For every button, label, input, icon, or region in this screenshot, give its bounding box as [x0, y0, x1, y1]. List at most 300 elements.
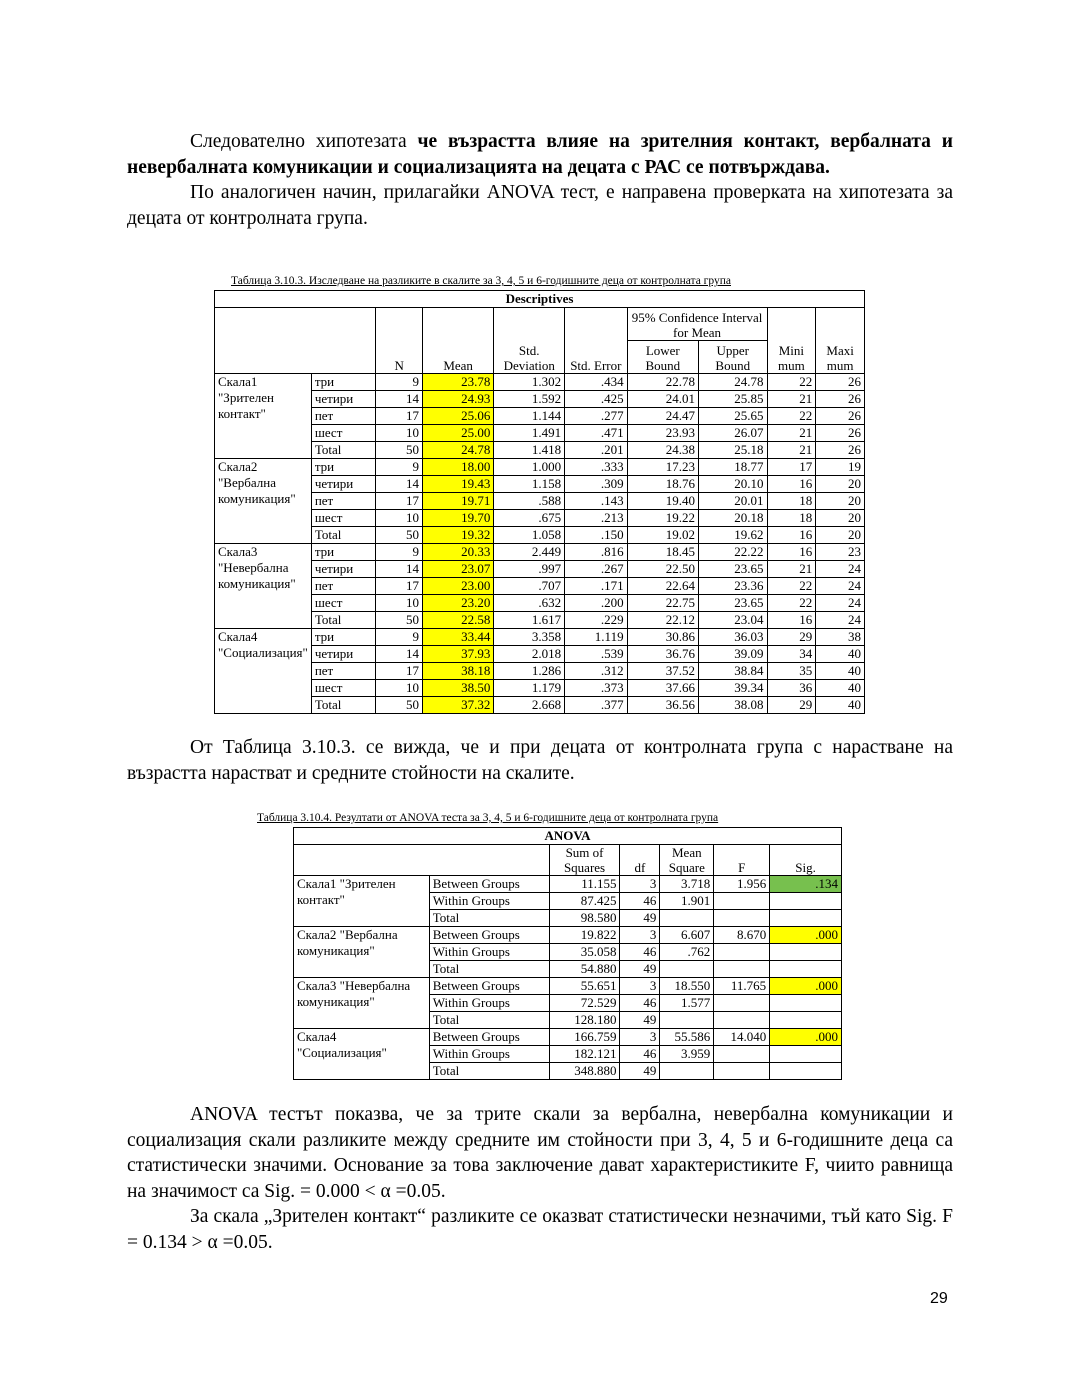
age-group-cell: Total [311, 612, 376, 629]
value-cell: 23.78 [422, 374, 493, 391]
table-row [215, 493, 865, 510]
value-cell: .997 [494, 561, 565, 578]
value-cell: 18 [767, 493, 816, 510]
table1-caption: Таблица 3.10.3. Изследване на разликите в скалите за 3, 4, 5 и 6-годишните деца от контролната група [231, 275, 731, 287]
header-mean-square: Mean Square [660, 845, 714, 876]
value-cell [714, 944, 770, 961]
value-cell: 25.65 [699, 408, 768, 425]
anova-table [293, 827, 842, 1080]
scale-label: Скала1 "Зрителен контакт" [294, 876, 430, 927]
value-cell: 14 [376, 561, 423, 578]
value-cell: 24.78 [422, 442, 493, 459]
value-cell: 1.956 [714, 876, 770, 893]
value-cell: 30.86 [627, 629, 698, 646]
conclusion-paragraph-1: ANOVA тестът показва, че за трите скали за вербална, невербална комуникации и социализация скали разликите между средните им стойности при 3, 4, 5 и 6-годишните деца са статистически значими. Основание за това заключение дават характеристиките F, чиито равнища на значимост са Sig. = 0.000 < α =0.05. [127, 1104, 953, 1202]
age-group-cell: Total [311, 442, 376, 459]
value-cell: 25.06 [422, 408, 493, 425]
value-cell: 26 [816, 374, 865, 391]
value-cell: 50 [376, 697, 423, 714]
value-cell: 128.180 [549, 1012, 620, 1029]
value-cell: 20.01 [699, 493, 768, 510]
value-cell: .588 [494, 493, 565, 510]
table-row [215, 663, 865, 680]
value-cell: 49 [620, 961, 660, 978]
value-cell: 2.449 [494, 544, 565, 561]
value-cell: 1.491 [494, 425, 565, 442]
value-cell: 1.158 [494, 476, 565, 493]
age-group-cell: Total [311, 527, 376, 544]
source-cell: Total [429, 1012, 549, 1029]
value-cell: 1.000 [494, 459, 565, 476]
value-cell: 46 [620, 893, 660, 910]
table-row [215, 544, 865, 561]
value-cell: 3.718 [660, 876, 714, 893]
value-cell: 29 [767, 629, 816, 646]
value-cell: 38.08 [699, 697, 768, 714]
value-cell: .675 [494, 510, 565, 527]
value-cell: 22.78 [627, 374, 698, 391]
value-cell: 24 [816, 578, 865, 595]
value-cell: 22.64 [627, 578, 698, 595]
value-cell: 22.22 [699, 544, 768, 561]
value-cell: 17 [767, 459, 816, 476]
value-cell: 10 [376, 510, 423, 527]
value-cell: 29 [767, 697, 816, 714]
value-cell: 50 [376, 527, 423, 544]
intro-paragraph-2: По аналогичен начин, прилагайки ANOVA тест, е направена проверката на хипотезата за децата от контролната група. [127, 182, 953, 229]
value-cell: 3 [620, 876, 660, 893]
value-cell: .213 [565, 510, 628, 527]
value-cell: 20.33 [422, 544, 493, 561]
value-cell: 11.155 [549, 876, 620, 893]
value-cell: 22 [767, 374, 816, 391]
value-cell [770, 995, 842, 1012]
header-blank [215, 308, 376, 374]
header-confidence-interval: 95% Confidence Interval for Mean [627, 308, 767, 341]
age-group-cell: три [311, 459, 376, 476]
value-cell: .000 [770, 927, 842, 944]
value-cell: 22.58 [422, 612, 493, 629]
value-cell: .707 [494, 578, 565, 595]
mid-block [127, 735, 953, 786]
value-cell: .434 [565, 374, 628, 391]
value-cell: .201 [565, 442, 628, 459]
table-row [215, 561, 865, 578]
value-cell: 38.84 [699, 663, 768, 680]
value-cell: 19.822 [549, 927, 620, 944]
source-cell: Within Groups [429, 1046, 549, 1063]
value-cell: 10 [376, 425, 423, 442]
value-cell: 14 [376, 476, 423, 493]
value-cell: 3 [620, 1029, 660, 1046]
table-row [215, 629, 865, 646]
value-cell: 17 [376, 578, 423, 595]
value-cell [660, 1063, 714, 1080]
value-cell: 34 [767, 646, 816, 663]
age-group-cell: пет [311, 663, 376, 680]
value-cell: .000 [770, 978, 842, 995]
header-maximum: Maxi mum [816, 308, 865, 374]
value-cell: 54.880 [549, 961, 620, 978]
value-cell: 24.47 [627, 408, 698, 425]
value-cell: 1.592 [494, 391, 565, 408]
value-cell: 26 [816, 408, 865, 425]
intro-paragraph-1 [127, 129, 953, 180]
table-row [294, 876, 842, 893]
table-row [215, 374, 865, 391]
intro-block [127, 129, 953, 231]
value-cell: 36.03 [699, 629, 768, 646]
value-cell: 19.32 [422, 527, 493, 544]
table-row [294, 927, 842, 944]
value-cell: 46 [620, 995, 660, 1012]
value-cell: .309 [565, 476, 628, 493]
age-group-cell: Total [311, 697, 376, 714]
value-cell: .471 [565, 425, 628, 442]
value-cell: 23.93 [627, 425, 698, 442]
value-cell: 25.00 [422, 425, 493, 442]
value-cell: 182.121 [549, 1046, 620, 1063]
value-cell: 16 [767, 612, 816, 629]
age-group-cell: три [311, 629, 376, 646]
value-cell: 22.75 [627, 595, 698, 612]
value-cell: 23.36 [699, 578, 768, 595]
value-cell: 166.759 [549, 1029, 620, 1046]
value-cell [770, 1012, 842, 1029]
value-cell: 19.70 [422, 510, 493, 527]
value-cell: 20 [816, 527, 865, 544]
value-cell: 23.07 [422, 561, 493, 578]
source-cell: Between Groups [429, 927, 549, 944]
value-cell: 11.765 [714, 978, 770, 995]
table-row [294, 978, 842, 995]
anova-title: ANOVA [294, 828, 842, 845]
value-cell: 50 [376, 612, 423, 629]
value-cell: 24 [816, 612, 865, 629]
value-cell: 24.78 [699, 374, 768, 391]
value-cell: 49 [620, 1012, 660, 1029]
value-cell: .277 [565, 408, 628, 425]
value-cell: 26 [816, 425, 865, 442]
value-cell: 22 [767, 578, 816, 595]
value-cell: 38.18 [422, 663, 493, 680]
value-cell: 14.040 [714, 1029, 770, 1046]
value-cell: 55.651 [549, 978, 620, 995]
value-cell: 3 [620, 978, 660, 995]
value-cell: 24.93 [422, 391, 493, 408]
age-group-cell: четири [311, 561, 376, 578]
value-cell: 1.617 [494, 612, 565, 629]
value-cell: 36.56 [627, 697, 698, 714]
value-cell: 37.32 [422, 697, 493, 714]
value-cell: 9 [376, 459, 423, 476]
value-cell: 40 [816, 646, 865, 663]
scale-label: Скала4 "Социализация" [215, 629, 312, 714]
value-cell: 20 [816, 510, 865, 527]
value-cell: 23.65 [699, 595, 768, 612]
value-cell: 23.00 [422, 578, 493, 595]
header-std-deviation: Std. Deviation [494, 308, 565, 374]
table-row [215, 425, 865, 442]
table-row [215, 646, 865, 663]
value-cell: 18.45 [627, 544, 698, 561]
value-cell: 18 [767, 510, 816, 527]
value-cell: 55.586 [660, 1029, 714, 1046]
value-cell: .333 [565, 459, 628, 476]
table-row [294, 1029, 842, 1046]
source-cell: Between Groups [429, 978, 549, 995]
value-cell: 22 [767, 595, 816, 612]
value-cell: 17.23 [627, 459, 698, 476]
value-cell: 19.22 [627, 510, 698, 527]
value-cell: .200 [565, 595, 628, 612]
value-cell: 20 [816, 476, 865, 493]
value-cell: 1.119 [565, 629, 628, 646]
value-cell: .171 [565, 578, 628, 595]
value-cell: 18.77 [699, 459, 768, 476]
value-cell: 1.144 [494, 408, 565, 425]
scale-label: Скала3 "Невербална комуникация" [215, 544, 312, 629]
value-cell: 36.76 [627, 646, 698, 663]
value-cell: 17 [376, 493, 423, 510]
value-cell [714, 1063, 770, 1080]
age-group-cell: пет [311, 578, 376, 595]
value-cell: .539 [565, 646, 628, 663]
table-row [215, 408, 865, 425]
value-cell: .000 [770, 1029, 842, 1046]
value-cell: 16 [767, 476, 816, 493]
age-group-cell: шест [311, 510, 376, 527]
table-row [215, 527, 865, 544]
value-cell [770, 1063, 842, 1080]
value-cell [770, 910, 842, 927]
source-cell: Within Groups [429, 893, 549, 910]
table-row [215, 510, 865, 527]
value-cell: 49 [620, 910, 660, 927]
value-cell: 8.670 [714, 927, 770, 944]
value-cell [770, 1046, 842, 1063]
value-cell: 1.577 [660, 995, 714, 1012]
value-cell: .143 [565, 493, 628, 510]
table-row [215, 391, 865, 408]
age-group-cell: четири [311, 391, 376, 408]
value-cell: 1.302 [494, 374, 565, 391]
value-cell: 50 [376, 442, 423, 459]
value-cell [714, 995, 770, 1012]
age-group-cell: пет [311, 493, 376, 510]
value-cell: .267 [565, 561, 628, 578]
value-cell: 26.07 [699, 425, 768, 442]
value-cell: 9 [376, 544, 423, 561]
age-group-cell: шест [311, 595, 376, 612]
value-cell [770, 893, 842, 910]
anova-header-blank [294, 845, 550, 876]
value-cell: 87.425 [549, 893, 620, 910]
value-cell: 1.286 [494, 663, 565, 680]
value-cell: 24 [816, 595, 865, 612]
value-cell: 9 [376, 629, 423, 646]
value-cell: 18.00 [422, 459, 493, 476]
source-cell: Within Groups [429, 944, 549, 961]
age-group-cell: пет [311, 408, 376, 425]
value-cell: 17 [376, 408, 423, 425]
value-cell: .377 [565, 697, 628, 714]
value-cell: 36 [767, 680, 816, 697]
value-cell: .762 [660, 944, 714, 961]
value-cell: 25.85 [699, 391, 768, 408]
header-lower-bound: Lower Bound [627, 341, 698, 374]
value-cell [770, 961, 842, 978]
header-sum-of-squares: Sum of Squares [549, 845, 620, 876]
value-cell: 33.44 [422, 629, 493, 646]
value-cell: 16 [767, 527, 816, 544]
value-cell: 2.668 [494, 697, 565, 714]
value-cell: 37.66 [627, 680, 698, 697]
source-cell: Total [429, 910, 549, 927]
header-sig: Sig. [770, 845, 842, 876]
value-cell: 40 [816, 697, 865, 714]
value-cell: 37.52 [627, 663, 698, 680]
value-cell: 98.580 [549, 910, 620, 927]
source-cell: Total [429, 1063, 549, 1080]
descriptives-table [214, 290, 865, 714]
value-cell: 22 [767, 408, 816, 425]
value-cell [714, 1012, 770, 1029]
header-minimum: Mini mum [767, 308, 816, 374]
value-cell [660, 961, 714, 978]
age-group-cell: четири [311, 646, 376, 663]
value-cell: 46 [620, 1046, 660, 1063]
value-cell: .816 [565, 544, 628, 561]
value-cell: 23.65 [699, 561, 768, 578]
mid-paragraph: От Таблица 3.10.3. се вижда, че и при децата от контролната група с нарастване на възрастта нарастват и средните стойности на скалите. [127, 737, 953, 784]
source-cell: Between Groups [429, 876, 549, 893]
value-cell: 26 [816, 391, 865, 408]
value-cell: 40 [816, 680, 865, 697]
value-cell: 18.550 [660, 978, 714, 995]
value-cell: 3 [620, 927, 660, 944]
value-cell: 72.529 [549, 995, 620, 1012]
value-cell: 24.38 [627, 442, 698, 459]
value-cell: 10 [376, 680, 423, 697]
value-cell: 19.71 [422, 493, 493, 510]
value-cell: 38 [816, 629, 865, 646]
conclusion-block [127, 1102, 953, 1255]
value-cell: 21 [767, 425, 816, 442]
value-cell: .312 [565, 663, 628, 680]
table-row [215, 578, 865, 595]
value-cell: 40 [816, 663, 865, 680]
value-cell: 1.901 [660, 893, 714, 910]
value-cell: 24 [816, 561, 865, 578]
value-cell: 21 [767, 561, 816, 578]
value-cell: 348.880 [549, 1063, 620, 1080]
value-cell: 3.358 [494, 629, 565, 646]
value-cell: .373 [565, 680, 628, 697]
value-cell [714, 910, 770, 927]
value-cell: 21 [767, 442, 816, 459]
table-row [215, 697, 865, 714]
value-cell [660, 910, 714, 927]
value-cell: 38.50 [422, 680, 493, 697]
value-cell: 1.058 [494, 527, 565, 544]
header-n: N [376, 308, 423, 374]
table-row [215, 680, 865, 697]
age-group-cell: три [311, 374, 376, 391]
value-cell [714, 1046, 770, 1063]
table-row [215, 459, 865, 476]
value-cell: 9 [376, 374, 423, 391]
value-cell: 19.43 [422, 476, 493, 493]
header-f: F [714, 845, 770, 876]
scale-label: Скала2 "Вербална комуникация" [294, 927, 430, 978]
value-cell [714, 961, 770, 978]
value-cell [770, 944, 842, 961]
age-group-cell: шест [311, 680, 376, 697]
value-cell: 24.01 [627, 391, 698, 408]
value-cell: 25.18 [699, 442, 768, 459]
value-cell: 3.959 [660, 1046, 714, 1063]
value-cell: 26 [816, 442, 865, 459]
value-cell: 20.18 [699, 510, 768, 527]
value-cell: 23 [816, 544, 865, 561]
value-cell: 39.34 [699, 680, 768, 697]
value-cell: 46 [620, 944, 660, 961]
scale-label: Скала1 "Зрителен контакт" [215, 374, 312, 459]
value-cell: 18.76 [627, 476, 698, 493]
source-cell: Total [429, 961, 549, 978]
value-cell: .150 [565, 527, 628, 544]
age-group-cell: три [311, 544, 376, 561]
value-cell: .229 [565, 612, 628, 629]
intro-bold-text: че възрастта влияе на зрителния контакт, вербалната и невербалната комуникации и социализацията на децата с РАС се потвърждава. [127, 131, 953, 178]
table-row [215, 476, 865, 493]
age-group-cell: четири [311, 476, 376, 493]
value-cell: 21 [767, 391, 816, 408]
conclusion-paragraph-2: За скала „Зрителен контакт“ разликите се оказват статистически незначими, тъй като Sig. F = 0.134 > α =0.05. [127, 1206, 953, 1253]
value-cell: 2.018 [494, 646, 565, 663]
value-cell: 10 [376, 595, 423, 612]
header-upper-bound: Upper Bound [699, 341, 768, 374]
value-cell: 23.20 [422, 595, 493, 612]
value-cell: 20 [816, 493, 865, 510]
value-cell: 22.50 [627, 561, 698, 578]
value-cell: 37.93 [422, 646, 493, 663]
value-cell: 19 [816, 459, 865, 476]
value-cell: 49 [620, 1063, 660, 1080]
value-cell: 35 [767, 663, 816, 680]
value-cell: 22.12 [627, 612, 698, 629]
table-row [215, 442, 865, 459]
value-cell: .134 [770, 876, 842, 893]
descriptives-title: Descriptives [215, 291, 865, 308]
value-cell: .425 [565, 391, 628, 408]
value-cell: 20.10 [699, 476, 768, 493]
source-cell: Within Groups [429, 995, 549, 1012]
value-cell [714, 893, 770, 910]
header-df: df [620, 845, 660, 876]
value-cell: 1.179 [494, 680, 565, 697]
source-cell: Between Groups [429, 1029, 549, 1046]
value-cell: 35.058 [549, 944, 620, 961]
value-cell: 17 [376, 663, 423, 680]
scale-label: Скала3 "Невербална комуникация" [294, 978, 430, 1029]
header-mean: Mean [422, 308, 493, 374]
intro-lead-text: Следователно хипотезата [190, 131, 418, 152]
value-cell: 19.02 [627, 527, 698, 544]
value-cell: 39.09 [699, 646, 768, 663]
value-cell: 19.62 [699, 527, 768, 544]
